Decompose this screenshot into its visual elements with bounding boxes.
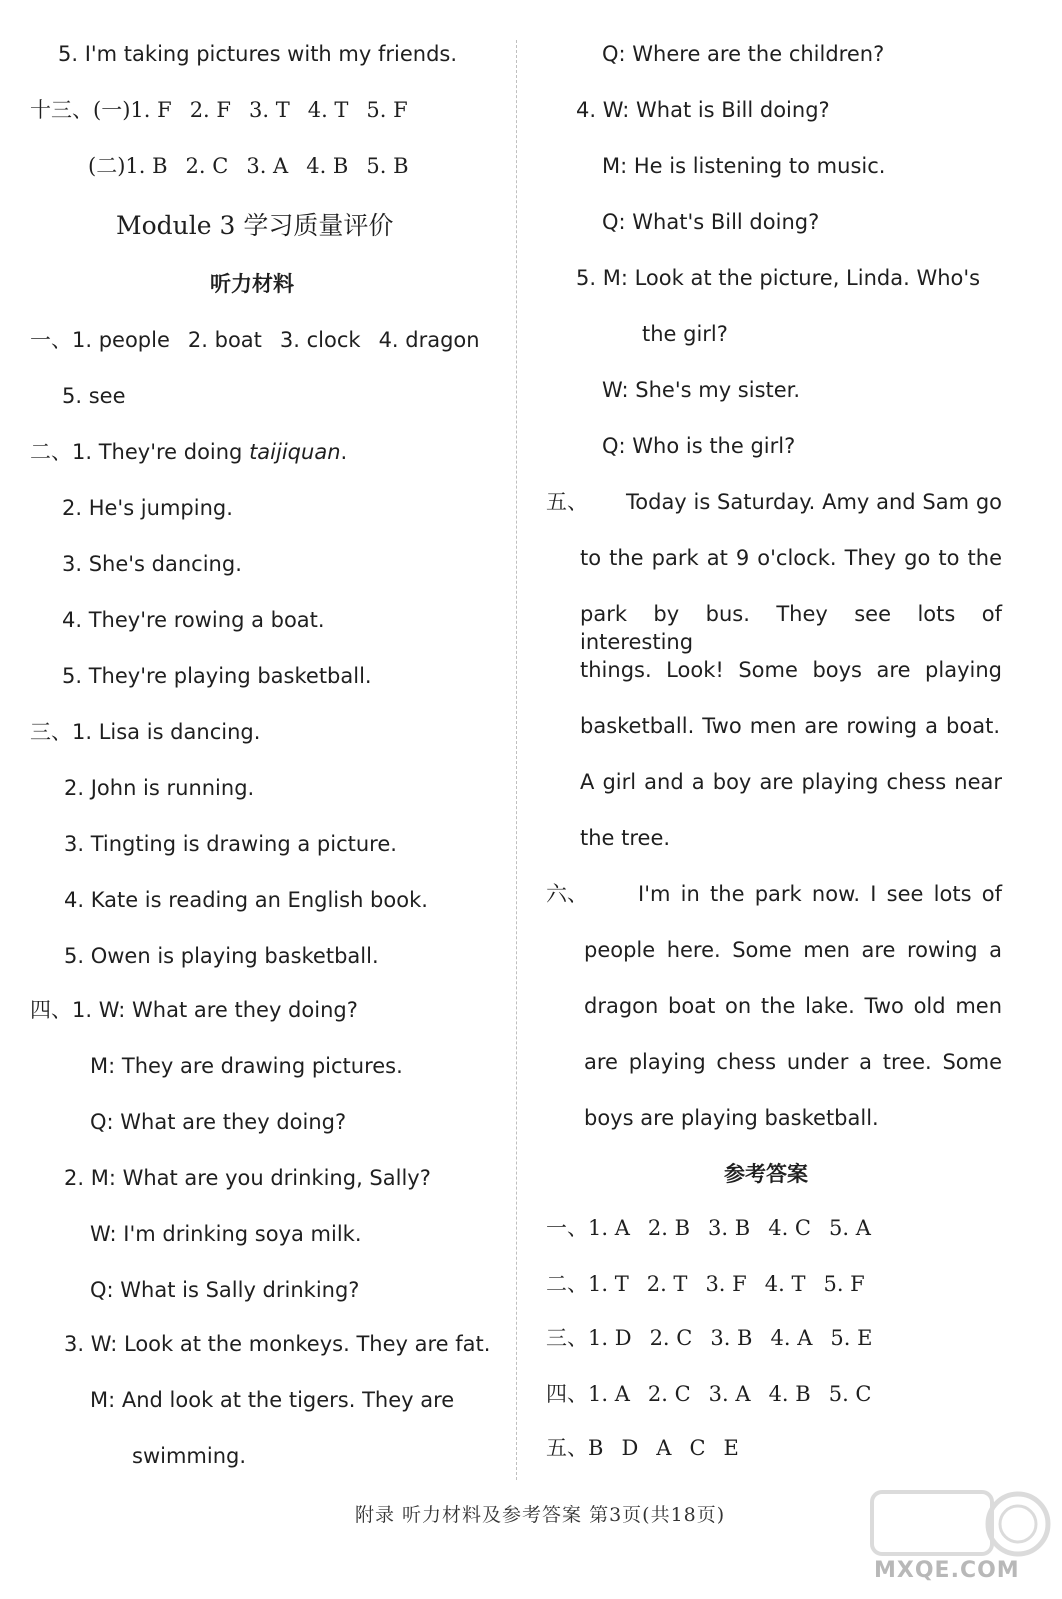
column-divider [516, 40, 517, 1480]
section-5-line: to the park at 9 o'clock. They go to the [580, 546, 1002, 570]
section-3-item-5: 5. Owen is playing basketball. [64, 944, 379, 968]
section-4-item-1-q: Q: What are they doing? [90, 1110, 347, 1134]
section-1: 一、1. people 2. boat 3. clock 4. dragon [30, 328, 480, 352]
section-3-item-1: 三、1. Lisa is dancing. [30, 720, 261, 744]
section-6-line: are playing chess under a tree. Some [584, 1050, 1002, 1074]
section-3-item-4: 4. Kate is reading an English book. [64, 888, 428, 912]
prev-item-5: 5. I'm taking pictures with my friends. [58, 42, 458, 66]
section-5-line: the tree. [580, 826, 671, 850]
section-5-line: A girl and a boy are playing chess near [580, 770, 1002, 794]
answer-row-2: 二、1. T 2. T 3. F 4. T 5. F [546, 1272, 865, 1296]
item-5-w: W: She's my sister. [602, 378, 801, 402]
item-3-q: Q: Where are the children? [602, 42, 885, 66]
page-footer: 附录 听力材料及参考答案 第3页(共18页) [355, 1504, 726, 1526]
section-13-part2: (二)1. B 2. C 3. A 4. B 5. B [88, 154, 409, 178]
section-4-item-3-m: M: And look at the tigers. They are [90, 1388, 455, 1412]
section-2-item-3: 3. She's dancing. [62, 552, 242, 576]
section-13-label: 十三、(一) [30, 98, 131, 122]
item-4-w: 4. W: What is Bill doing? [576, 98, 830, 122]
section-6-label: 六、 [546, 882, 588, 906]
item-5-m-cont: the girl? [642, 322, 728, 346]
item-5-q: Q: Who is the girl? [602, 434, 796, 458]
section-2-item-4: 4. They're rowing a boat. [62, 608, 325, 632]
section-1-item-5: 5. see [62, 384, 126, 408]
section-2-item-2: 2. He's jumping. [62, 496, 233, 520]
section-2-item-1: 二、1. They're doing taijiquan. [30, 440, 348, 464]
listening-title: 听力材料 [210, 271, 294, 296]
section-4-item-2-q: Q: What is Sally drinking? [90, 1278, 360, 1302]
section-4-item-1-w: 四、1. W: What are they doing? [30, 998, 358, 1022]
section-13-part1: 十三、(一)1. F 2. F 3. T 4. T 5. F [30, 98, 408, 122]
section-3-item-2: 2. John is running. [64, 776, 255, 800]
item-4-q: Q: What's Bill doing? [602, 210, 820, 234]
section-2-item-5: 5. They're playing basketball. [62, 664, 372, 688]
module-title: Module 3 学习质量评价 [116, 211, 394, 240]
section-5-line: Today is Saturday. Amy and Sam go [626, 490, 1002, 514]
section-3-item-3: 3. Tingting is drawing a picture. [64, 832, 397, 856]
section-6-line: people here. Some men are rowing a [584, 938, 1002, 962]
section-6-line: I'm in the park now. I see lots of [638, 882, 1002, 906]
section-6-line: dragon boat on the lake. Two old men [584, 994, 1002, 1018]
section-5-line: things. Look! Some boys are playing [580, 658, 1002, 682]
section-4-item-1-m: M: They are drawing pictures. [90, 1054, 403, 1078]
answer-row-5: 五、B D A C E [546, 1436, 739, 1460]
section-4-item-3-m-cont: swimming. [132, 1444, 247, 1468]
section-5-label: 五、 [546, 490, 588, 514]
section-6-line: boys are playing basketball. [584, 1106, 879, 1130]
answer-row-4: 四、1. A 2. C 3. A 4. B 5. C [546, 1382, 872, 1406]
section-4-item-2-m: 2. M: What are you drinking, Sally? [64, 1166, 431, 1190]
answers-title: 参考答案 [724, 1161, 808, 1186]
watermark-url: MXQE.COM [874, 1558, 1020, 1583]
answer-row-1: 一、1. A 2. B 3. B 4. C 5. A [546, 1216, 871, 1240]
item-5-m: 5. M: Look at the picture, Linda. Who's [576, 266, 981, 290]
item-4-m: M: He is listening to music. [602, 154, 886, 178]
section-5-line: basketball. Two men are rowing a boat. [580, 714, 1000, 738]
section-5-line: park by bus. They see lots of interesting [580, 602, 1002, 654]
section-4-item-3-w: 3. W: Look at the monkeys. They are fat. [64, 1332, 491, 1356]
section-4-item-2-w: W: I'm drinking soya milk. [90, 1222, 362, 1246]
answer-row-3: 三、1. D 2. C 3. B 4. A 5. E [546, 1326, 873, 1350]
